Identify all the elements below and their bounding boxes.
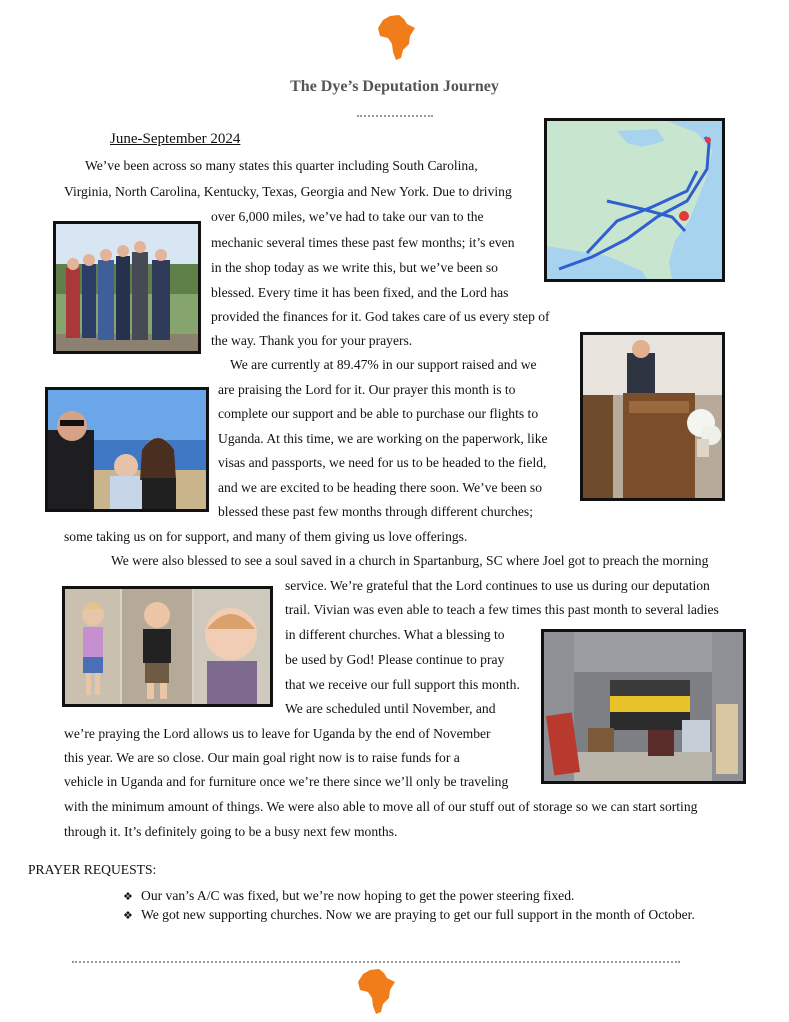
africa-map-icon [357, 968, 397, 1016]
body-line: We were also blessed to see a soul saved in a church in Spartanburg, SC where Joel got to preach the morning [111, 553, 709, 568]
body-line: are praising the Lord for it. Our prayer this month is to [218, 382, 516, 397]
body-line: over 6,000 miles, we’ve had to take our van to the [211, 209, 484, 224]
body-line: trail. Vivian was even able to teach a few times this past month to several ladies [285, 602, 719, 617]
body-line: that we receive our full support this month. [285, 677, 520, 692]
route-map-photo [544, 118, 725, 282]
body-line: mechanic several times these past few months; it’s even [211, 235, 515, 250]
body-line: with the minimum amount of things. We were also able to move all of our stuff out of storage so we can start sorting [64, 799, 698, 814]
date-range-heading: June-September 2024 [110, 131, 241, 147]
prayer-requests-heading: PRAYER REQUESTS: [28, 862, 157, 877]
body-line: We are scheduled until November, and [285, 701, 496, 716]
body-line: blessed these past few months through different churches; [218, 504, 533, 519]
preaching-photo [580, 332, 725, 501]
beach-selfie-photo [45, 387, 209, 512]
title-divider [357, 115, 433, 117]
body-line: in the shop today as we write this, but we’ve been so [211, 260, 498, 275]
prayer-request-item [123, 888, 574, 904]
footer-divider [72, 961, 680, 963]
family-group-photo [53, 221, 201, 354]
body-line: in different churches. What a blessing to [285, 627, 505, 642]
africa-map-icon [377, 14, 417, 62]
prayer-request-text: We got new supporting churches. Now we are praying to get our full support in the month of October. [141, 907, 695, 922]
prayer-request-item [123, 907, 695, 923]
body-line: through it. It’s definitely going to be a busy next few months. [64, 824, 398, 839]
body-line: this year. We are so close. Our main goal right now is to raise funds for a [64, 750, 460, 765]
storage-unit-photo [541, 629, 746, 784]
body-line: We’ve been across so many states this quarter including South Carolina, [85, 158, 478, 173]
prayer-request-text: Our van’s A/C was fixed, but we’re now hoping to get the power steering fixed. [141, 888, 575, 903]
body-line: and we are excited to be heading there soon. We’ve been so [218, 480, 543, 495]
body-line: the way. Thank you for your prayers. [211, 333, 413, 348]
body-line: be used by God! Please continue to pray [285, 652, 505, 667]
body-line: Virginia, North Carolina, Kentucky, Texas, Georgia and New York. Due to driving [64, 184, 512, 199]
page-title: The Dye’s Deputation Journey [290, 78, 499, 95]
body-line: Uganda. At this time, we are working on the paperwork, like [218, 431, 548, 446]
body-line: service. We’re grateful that the Lord continues to use us during our deputation [285, 578, 710, 593]
children-collage-photo [62, 586, 273, 707]
diamond-bullet-icon: ❖ [123, 890, 133, 903]
body-line: visas and passports, we need for us to be headed to the field, [218, 455, 547, 470]
body-line: some taking us on for support, and many of them giving us love offerings. [64, 529, 468, 544]
body-line: provided the finances for it. God takes care of us every step of [211, 309, 550, 324]
body-line: We are currently at 89.47% in our support raised and we [230, 357, 537, 372]
body-line: blessed. Every time it has been fixed, and the Lord has [211, 285, 509, 300]
body-line: we’re praying the Lord allows us to leave for Uganda by the end of November [64, 726, 491, 741]
diamond-bullet-icon: ❖ [123, 909, 133, 922]
body-line: vehicle in Uganda and for furniture once we’re there since we’ll only be traveling [64, 774, 509, 789]
body-line: complete our support and be able to purchase our flights to [218, 406, 539, 421]
